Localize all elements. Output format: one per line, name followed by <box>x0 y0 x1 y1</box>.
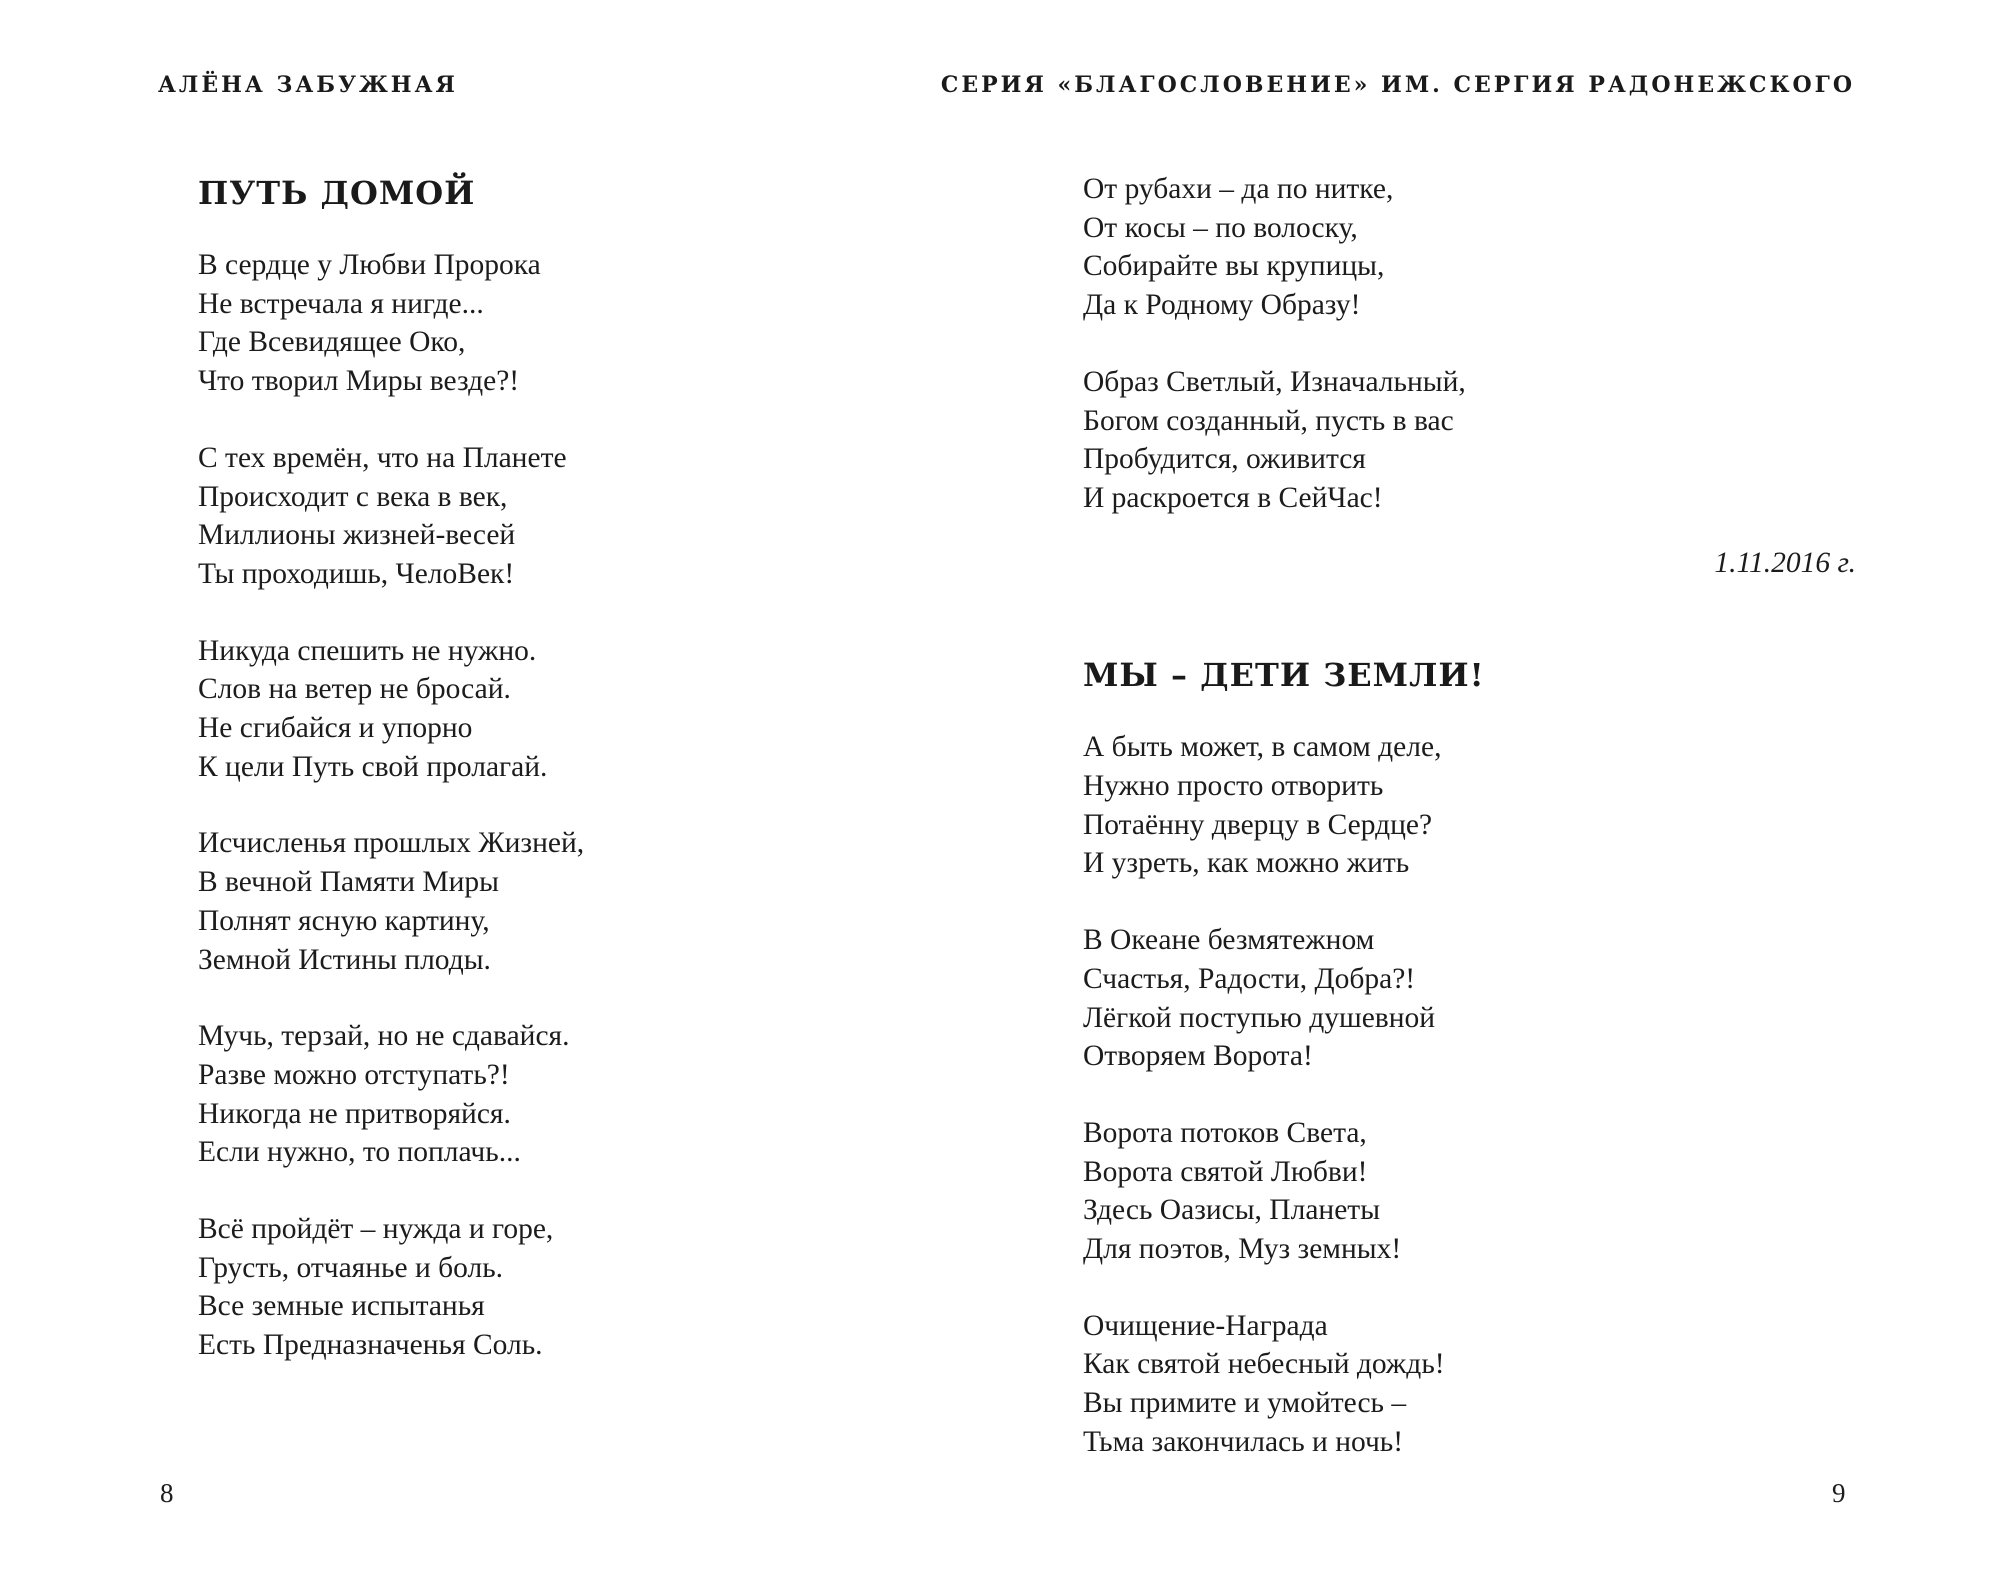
poem-line: Полнят ясную картину, <box>198 904 490 937</box>
poem-line: Отворяем Ворота! <box>1083 1040 1313 1073</box>
poem-line: Мучь, терзай, но не сдавайся. <box>198 1020 570 1053</box>
poem-line: Миллионы жизней-весей <box>198 519 516 552</box>
poem-line: Очищение-Награда <box>1083 1309 1328 1342</box>
poem-line: Все земные испытанья <box>198 1290 485 1323</box>
poem-line: Слов на ветер не бросай. <box>198 673 511 706</box>
poem-line: Лёгкой поступью душевной <box>1083 1001 1436 1034</box>
poem-line: Никуда спешить не нужно. <box>198 634 537 667</box>
stanza <box>198 1210 898 1365</box>
poem-line: Исчисленья прошлых Жизней, <box>198 827 585 860</box>
poem-line: Тьма закончилась и ночь! <box>1083 1425 1404 1458</box>
poem-line: Никогда не притворяйся. <box>198 1097 511 1130</box>
poem-line: К цели Путь свой пролагай. <box>198 750 548 783</box>
poem-title-my-deti-zemli: МЫ – ДЕТИ ЗЕМЛИ! <box>1083 656 1485 695</box>
poem-line: В Океане безмятежном <box>1083 924 1375 957</box>
poem-date: 1.11.2016 г. <box>1714 546 1856 579</box>
running-head-author: АЛЁНА ЗАБУЖНАЯ <box>158 72 458 98</box>
poem-line: Собирайте вы крупицы, <box>1083 250 1385 283</box>
poem-line: Вы примите и умойтесь – <box>1083 1387 1407 1420</box>
poem-line: Ворота святой Любви! <box>1083 1155 1368 1188</box>
stanza <box>198 246 898 401</box>
poem-line: А быть может, в самом деле, <box>1083 731 1442 764</box>
poem-line: Нужно просто отворить <box>1083 770 1384 803</box>
poem-line: Образ Светлый, Изначальный, <box>1083 365 1466 398</box>
page-number-right: 9 <box>1832 1478 1846 1508</box>
poem-line: Что творил Миры везде?! <box>198 365 520 398</box>
poem-line: Где Всевидящее Око, <box>198 326 466 359</box>
poem-line: Пробудится, оживится <box>1083 443 1366 476</box>
poem-line: Происходит с века в век, <box>198 480 508 513</box>
poem-line: Разве можно отступать?! <box>198 1058 510 1091</box>
poem-line: Есть Предназначенья Соль. <box>198 1329 543 1362</box>
poem-line: Для поэтов, Муз земных! <box>1083 1233 1402 1266</box>
stanza <box>198 1017 898 1172</box>
poem-line: Ворота потоков Света, <box>1083 1116 1367 1149</box>
poem-line: Не встречала я нигде... <box>198 287 484 320</box>
stanza-continuation <box>1083 170 1873 325</box>
right-page-text <box>1083 170 1873 1500</box>
stanza <box>1083 1307 1873 1462</box>
poem-line: Как святой небесный дождь! <box>1083 1348 1445 1381</box>
poem-line: Если нужно, то поплачь... <box>198 1136 521 1169</box>
poem-line: От косы – по волоску, <box>1083 211 1358 244</box>
left-page-text <box>198 170 898 1403</box>
stanza <box>198 632 898 787</box>
poem-line: Ты проходишь, ЧелоВек! <box>198 557 515 590</box>
poem-line: С тех времён, что на Планете <box>198 441 567 474</box>
poem-line: И раскроется в СейЧас! <box>1083 481 1383 514</box>
poem-line: Здесь Оазисы, Планеты <box>1083 1194 1381 1227</box>
stanza <box>198 824 898 979</box>
poem-line: Счастья, Радости, Добра?! <box>1083 962 1416 995</box>
poem-line: От рубахи – да по нитке, <box>1083 173 1394 205</box>
stanza <box>1083 921 1873 1076</box>
poem-line: Земной Истины плоды. <box>198 943 491 976</box>
running-head-series: СЕРИЯ «БЛАГОСЛОВЕНИЕ» ИМ. СЕРГИЯ РАДОНЕЖСКОГО <box>940 72 1855 98</box>
poem-line: Не сгибайся и упорно <box>198 712 473 745</box>
stanza <box>1083 728 1873 883</box>
poem-line: Да к Родному Образу! <box>1083 289 1361 322</box>
poem-line: Всё пройдёт – нужда и горе, <box>198 1213 554 1246</box>
poem-line: И узреть, как можно жить <box>1083 847 1410 880</box>
page-number-left: 8 <box>160 1478 174 1508</box>
stanza-continuation <box>1083 363 1873 518</box>
poem-title-put-domoy: ПУТЬ ДОМОЙ <box>198 174 476 212</box>
stanza <box>1083 1114 1873 1269</box>
poem-line: Грусть, отчаянье и боль. <box>198 1251 504 1284</box>
poem-line: В сердце у Любви Пророка <box>198 249 541 281</box>
poem-line: Богом созданный, пусть в вас <box>1083 404 1454 437</box>
stanza <box>198 439 898 594</box>
poem-line: В вечной Памяти Миры <box>198 866 499 899</box>
poem-line: Потаённу дверцу в Сердце? <box>1083 808 1433 841</box>
